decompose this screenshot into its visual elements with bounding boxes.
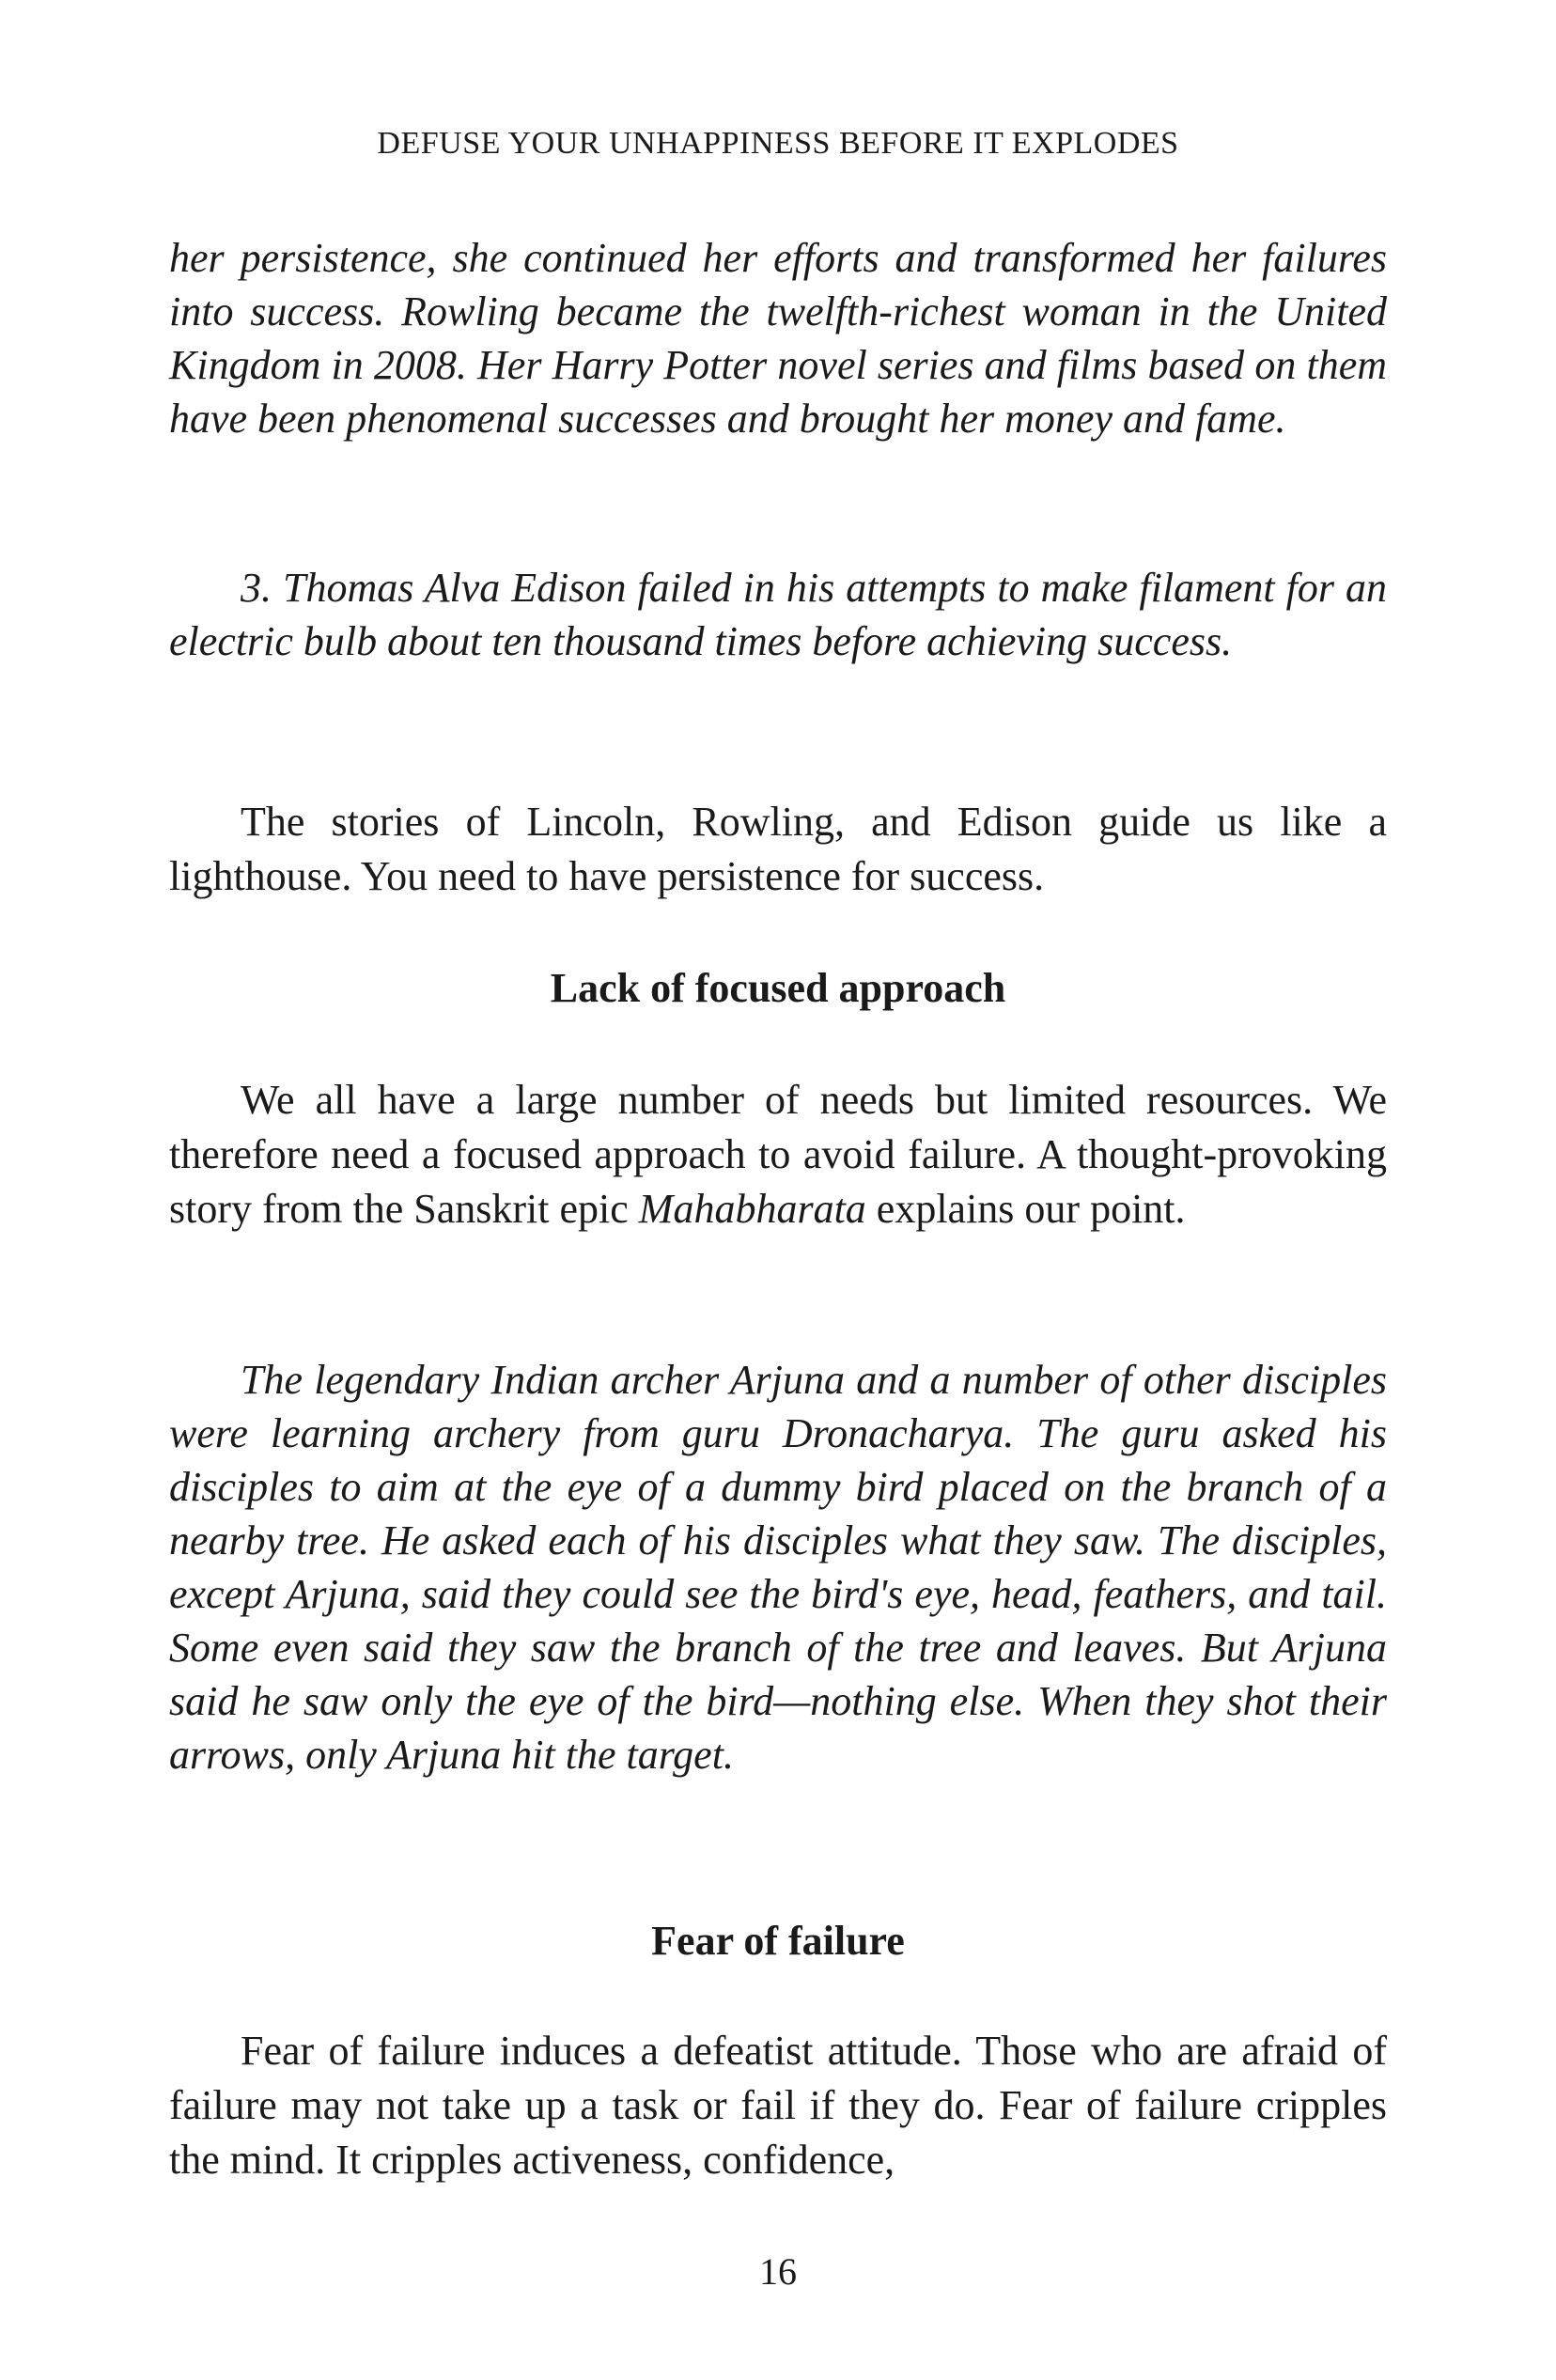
paragraph-focused-approach [169, 1073, 1387, 1237]
page-number: 16 [759, 2250, 797, 2293]
paragraph-edison [169, 561, 1387, 668]
paragraph-text: her persistence, she continued her efforts and transformed her failures into success. Rowling became the twelfth-richest woman in the United Kingdom in 2008. Her Harry Potter novel series and films based on them have been phenomenal successes and brought her money and fame. [169, 235, 1387, 442]
paragraph-stories [169, 795, 1387, 904]
paragraph-text: The stories of Lincoln, Rowling, and Edison guide us like a lighthouse. You need to have persistence for success. [169, 799, 1387, 899]
book-title-mahabharata: Mahabharata [638, 1186, 866, 1232]
paragraph-text: 3. Thomas Alva Edison failed in his attempts to make filament for an electric bulb about ten thousand times before achieving success. [169, 565, 1387, 664]
heading-fear-of-failure: Fear of failure [651, 1918, 905, 1964]
running-head: DEFUSE YOUR UNHAPPINESS BEFORE IT EXPLODES [377, 126, 1179, 161]
paragraph-text: Fear of failure induces a defeatist attitude. Those who are afraid of failure may not take up a task or fail if they do. Fear of failure cripples the mind. It cripples activeness, confidence, [169, 2028, 1387, 2183]
paragraph-text: explains our point. [865, 1186, 1186, 1232]
paragraph-fear-of-failure [169, 2024, 1387, 2187]
paragraph-text: The legendary Indian archer Arjuna and a number of other disciples were learning archery from guru Dronacharya. The guru asked his disciples to aim at the eye of a dummy bird placed on the branch of a nearby tree. He asked each of his disciples what they saw. The disciples, except Arjuna, said they could see the bird's eye, head, feathers, and tail. Some even said they saw the branch of the tree and leaves. But Arjuna said he saw only the eye of the bird—nothing else. When they shot their arrows, only Arjuna hit the target. [169, 1357, 1387, 1778]
heading-lack-of-focused-approach: Lack of focused approach [550, 965, 1006, 1011]
paragraph-text: We all have a large number of needs but limited resources. We therefore need a focused approach to avoid failure. A thought-provoking story from the Sanskrit epic [169, 1077, 1387, 1232]
paragraph-rowling-continued [169, 231, 1387, 445]
paragraph-arjuna-story [169, 1353, 1387, 1781]
